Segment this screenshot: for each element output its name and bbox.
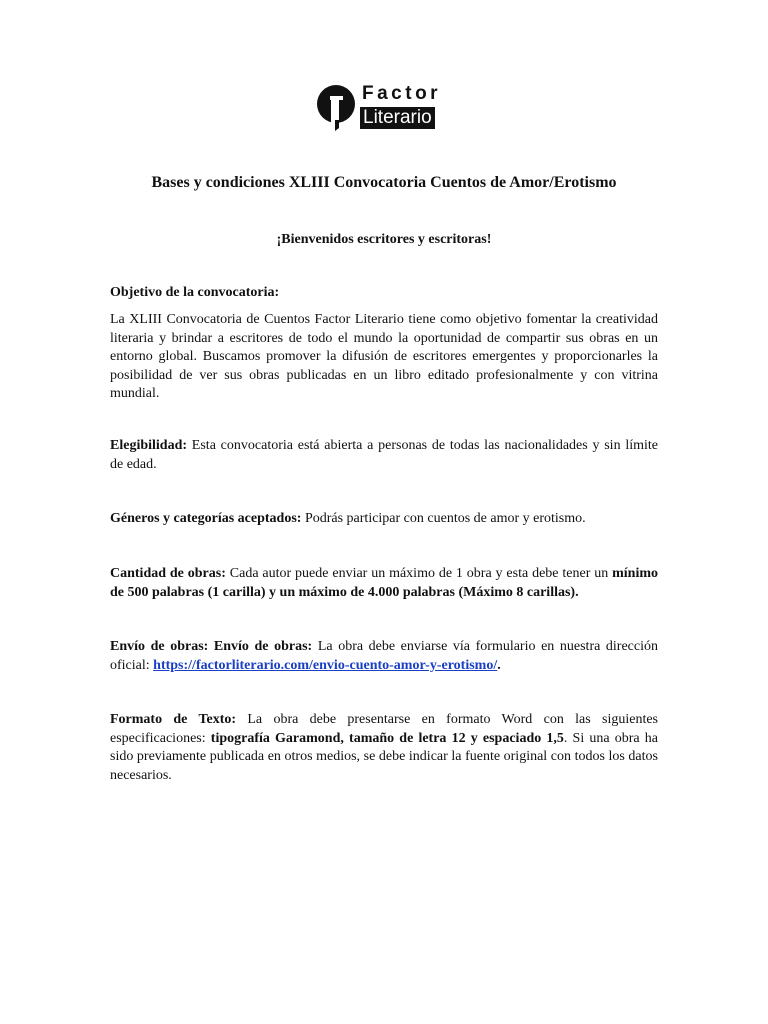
generos-text: Podrás participar con cuentos de amor y erotismo. (301, 511, 586, 526)
submission-form-link[interactable]: https://factorliterario.com/envio-cuento-amor-y-erotismo/ (153, 657, 498, 673)
objetivo-heading: Objetivo de la convocatoria: (110, 285, 280, 300)
cantidad-heading: Cantidad de obras: (110, 566, 226, 581)
cantidad-limits: mínimo de 500 palabras (1 carilla) y un máximo de 4.000 palabras (Máximo 8 carillas). (110, 566, 658, 600)
generos-paragraph (110, 510, 658, 529)
envio-after: . (497, 657, 501, 673)
envio-text: La obra debe enviarse vía formulario en nuestra dirección oficial: (110, 639, 658, 673)
logo-text-literario: Literario (360, 107, 435, 129)
factor-literario-logo (316, 82, 450, 134)
document-title: Bases y condiciones XLIII Convocatoria Cuentos de Amor/Erotismo (151, 174, 617, 191)
elegibilidad-paragraph (110, 437, 658, 474)
formato-spec: tipografía Garamond, tamaño de letra 12 y espaciado 1,5 (210, 730, 564, 746)
elegibilidad-heading: Elegibilidad: (110, 438, 188, 453)
envio-heading: Envío de obras: Envío de obras: (110, 639, 313, 654)
envio-paragraph (110, 638, 658, 675)
formato-heading: Formato de Texto: (110, 712, 237, 727)
welcome-message: ¡Bienvenidos escritores y escritoras! (276, 232, 492, 247)
formato-paragraph (110, 711, 658, 785)
logo-text-factor: Factor (362, 83, 442, 104)
objetivo-paragraph: La XLIII Convocatoria de Cuentos Factor Literario tiene como objetivo fomentar la creatividad literaria y brindar a escritores de todo el mundo la oportunidad de compartir sus obras en un entorno global. Buscamos promover la difusión de escritores emergentes y proporcionarles la posibilidad de ver sus obras publicadas en un libro editado profesionalmente y con vitrina mundial. (110, 312, 658, 401)
elegibilidad-text: Esta convocatoria está abierta a personas de todas las nacionalidades y sin límite de edad. (110, 438, 658, 472)
generos-heading: Géneros y categorías aceptados: (110, 511, 302, 526)
formato-text: La obra debe presentarse en formato Word con las siguientes especificaciones: (110, 712, 659, 746)
cantidad-paragraph (110, 565, 658, 602)
logo-mark-icon (316, 84, 356, 132)
formato-after: . Si una obra ha sido previamente publicada en otros medios, se debe indicar la fuente original con todos los datos necesarios. (110, 730, 659, 783)
cantidad-text: Cada autor puede enviar un máximo de 1 obra y esta debe tener un (225, 566, 613, 581)
